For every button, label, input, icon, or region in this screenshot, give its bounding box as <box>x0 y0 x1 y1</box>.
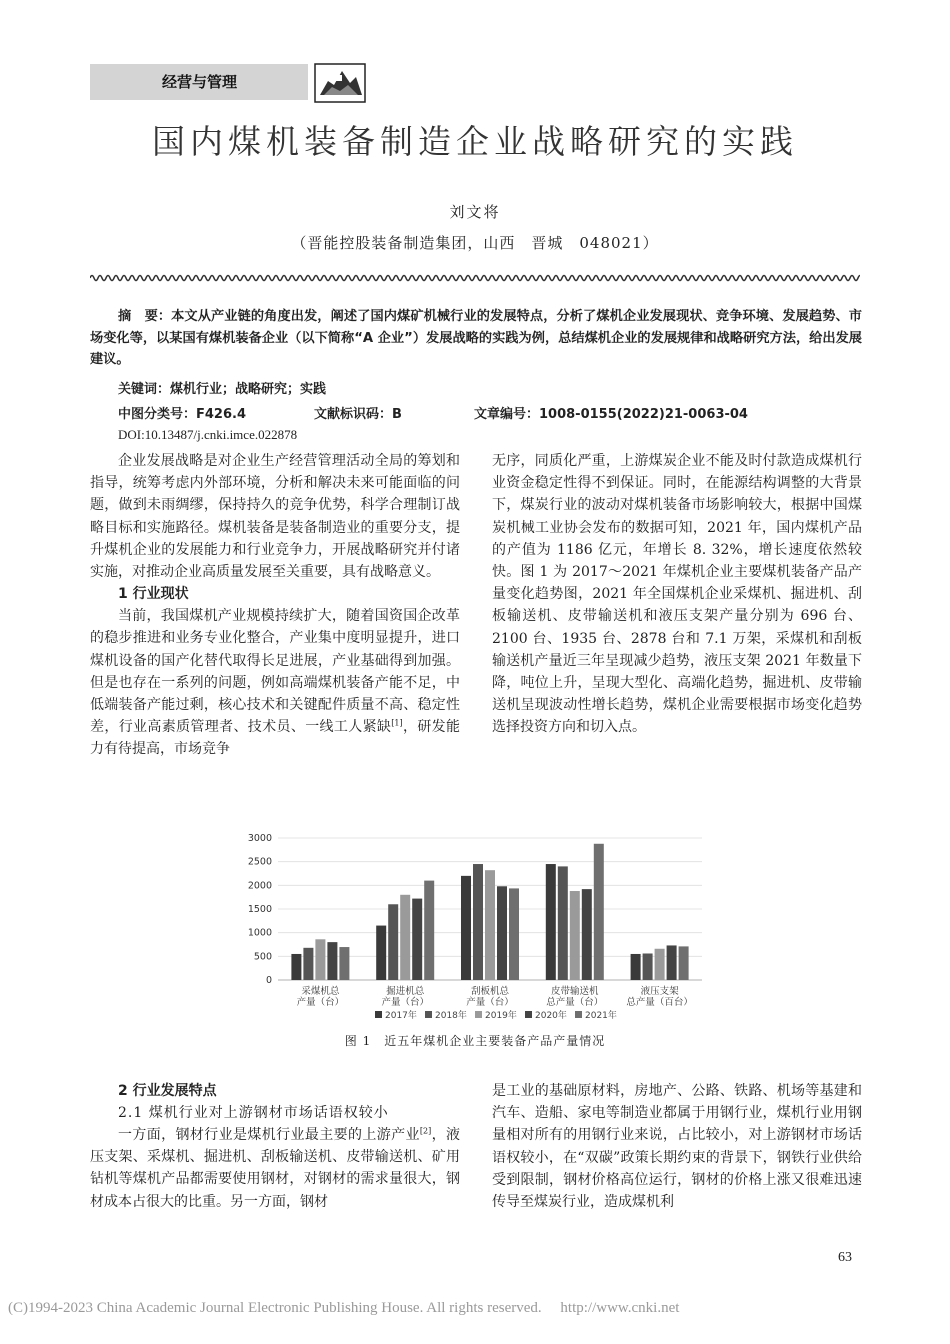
bar-2-2018年 <box>388 904 398 980</box>
bar-4-2018年 <box>558 866 568 980</box>
keywords: 关键词：煤机行业；战略研究；实践 <box>118 382 327 397</box>
status-text-end: ，研发能力有待提高，市场竞争 <box>90 719 461 758</box>
heading-industry-status: 1 行业现状 <box>118 586 189 603</box>
x-category-label: 总产量（台） <box>546 997 604 1008</box>
bar-4-2020年 <box>582 889 592 980</box>
bar-4-2017年 <box>546 864 556 980</box>
status-paragraph <box>90 605 460 760</box>
bar-1-2019年 <box>315 939 325 980</box>
bar-5-2018年 <box>643 953 653 980</box>
y-tick-label: 2000 <box>247 880 272 892</box>
legend-label: 2021年 <box>585 1011 617 1021</box>
wavy-divider <box>90 272 860 284</box>
legend-label: 2017年 <box>385 1011 417 1021</box>
x-category-label: 皮带输送机 <box>551 986 599 997</box>
production-bar-chart <box>240 830 710 1030</box>
journal-logo-icon <box>314 63 366 103</box>
bar-3-2019年 <box>485 870 495 980</box>
citation-2: [2] <box>419 1126 432 1136</box>
x-category-label: 液压支架 <box>640 986 679 997</box>
market-paragraph: 无序，同质化严重，上游煤炭企业不能及时付款造成煤机行业资金稳定性得不到保证。同时，在能源结构调整的大背景下，煤炭行业的波动对煤机装备市场影响较大，根据中国煤炭机械工业协会发布的数据可知，2021 年，国内煤机产品的产值为 1186 亿元，年增长 8. 32%，增长速度依然较快。图 1 为 2017～2021 年煤机企业主要煤机装备产品产量变化趋势图，2021 年全国煤机企业采煤机、掘进机、刮板输送机、皮带输送机和液压支架产量分别为 696 台、2100 台、1935 台、2878 台和 7.1 万架，采煤机和刮板输送机产量近三年呈现减少趋势，液压支架 2021 年数量下降，吨位上升，呈现大型化、高端化趋势，掘进机、皮带输送机呈现波动性增长趋势，煤机企业需要根据市场变化趋势选择投资方向和切入点。 <box>492 453 862 736</box>
affiliation: （晋能控股装备制造集团，山西 晋城 048021） <box>291 234 659 252</box>
bar-1-2021年 <box>339 947 349 980</box>
section2-left <box>90 1080 460 1213</box>
bar-1-2018年 <box>303 948 313 980</box>
status-text: 当前，我国煤机产业规模持续扩大，随着国资国企改革的稳步推进和业务专业化整合，产业集中度明显提升，进口煤机设备的国产化替代取得长足进展，产业基础得到加强。但是也存在一系列的问题，例如高端煤机装备产能不足，中低端装备产能过剩，核心技术和关键配件质量不高、稳定性差，行业高素质管理者、技术员、一线工人紧缺 <box>90 608 460 736</box>
right-column <box>492 450 862 739</box>
y-tick-label: 1500 <box>247 904 272 915</box>
article-title: 国内煤机装备制造企业战略研究的实践 <box>152 122 798 161</box>
bar-3-2021年 <box>509 888 519 980</box>
legend-label: 2018年 <box>435 1011 467 1021</box>
legend-swatch <box>525 1011 532 1018</box>
x-category-label: 产量（台） <box>381 997 429 1008</box>
bar-2-2020年 <box>412 899 422 980</box>
left-column <box>90 450 460 761</box>
bar-1-2020年 <box>327 942 337 980</box>
legend-swatch <box>425 1011 432 1018</box>
x-category-label: 总产量（百台） <box>626 997 693 1008</box>
heading-upstream-steel: 2.1 煤机行业对上游钢材市场话语权较小 <box>118 1105 389 1121</box>
bar-5-2017年 <box>631 954 641 980</box>
bar-2-2019年 <box>400 895 410 980</box>
section-label: 经营与管理 <box>90 64 308 100</box>
bar-5-2021年 <box>679 946 689 980</box>
bar-3-2020年 <box>497 886 507 980</box>
bar-3-2017年 <box>461 876 471 980</box>
abstract: 摘 要：本文从产业链的角度出发，阐述了国内煤矿机械行业的发展特点，分析了煤机企业发展现状、竞争环境、发展趋势、市场变化等，以某国有煤机装备企业（以下简称“A 企业”）发展战略的实践为例，总结煤机企业的发展规律和战略研究方法，给出发展建议。 <box>90 309 862 367</box>
doi: DOI:10.13487/j.cnki.imce.022878 <box>118 427 298 442</box>
legend-label: 2019年 <box>485 1011 517 1021</box>
steel-paragraph <box>90 1124 460 1213</box>
x-category-label: 产量（台） <box>466 997 514 1008</box>
bar-2-2021年 <box>424 881 434 980</box>
citation-1: [1] <box>391 718 403 728</box>
bar-5-2019年 <box>655 949 665 980</box>
article-number: 文章编号：1008-0155(2022)21-0063-04 <box>474 407 748 422</box>
x-category-label: 刮板机总 <box>470 986 510 997</box>
bar-4-2019年 <box>570 891 580 980</box>
page-number: 63 <box>838 1250 852 1265</box>
clc-number: 中图分类号：F426.4 <box>118 407 247 422</box>
figure-caption: 图 1 近五年煤机企业主要装备产品产量情况 <box>344 1034 606 1048</box>
x-category-label: 产量（台） <box>296 997 345 1008</box>
bar-2-2017年 <box>376 926 386 980</box>
x-category-label: 掘进机总 <box>386 986 425 997</box>
intro-paragraph: 企业发展战略是对企业生产经营管理活动全局的筹划和指导，统筹考虑内外部环境，分析和解决未来可能面临的问题，做到未雨绸缪，保持持久的竞争优势，科学合理制订战略目标和实施路径。煤机装备是装备制造业的重要分支，提升煤机企业的发展能力和行业竞争力，开展战略研究并付诸实施，对推动企业高质量发展至关重要，具有战略意义。 <box>90 453 460 581</box>
y-tick-label: 1000 <box>247 927 272 939</box>
document-code: 文献标识码：B <box>314 407 402 422</box>
copyright-notice: (C)1994-2023 China Academic Journal Electronic Publishing House. All rights reserved. http://www.cnki.net <box>8 1300 680 1316</box>
y-tick-label: 500 <box>253 951 272 963</box>
heading-industry-features: 2 行业发展特点 <box>118 1083 217 1099</box>
steel-paragraph-cont: 是工业的基础原材料，房地产、公路、铁路、机场等基建和汽车、造船、家电等制造业都属于用钢行业，煤机行业用钢量相对所有的用钢行业来说，占比较小，对上游钢材市场话语权较小，在“双碳”政策长期约束的背景下，钢铁行业供给受到限制，钢材价格高位运行，钢材的价格上涨又很难迅速传导至煤炭行业，造成煤机利 <box>492 1083 862 1211</box>
bar-4-2021年 <box>594 844 604 980</box>
author: 刘文将 <box>449 203 501 221</box>
y-tick-label: 3000 <box>247 833 272 844</box>
steel-text-a: 一方面，钢材行业是煤机行业最主要的上游产业 <box>118 1127 420 1143</box>
legend-label: 2020年 <box>535 1011 567 1021</box>
legend-swatch <box>575 1011 582 1018</box>
x-category-label: 采煤机总 <box>301 986 340 997</box>
bar-3-2018年 <box>473 864 483 980</box>
y-tick-label: 2500 <box>247 856 272 868</box>
bar-1-2017年 <box>291 954 301 980</box>
y-tick-label: 0 <box>265 975 272 986</box>
legend-swatch <box>375 1011 382 1018</box>
section2-right <box>492 1080 862 1213</box>
steel-text-b: ，液压支架、采煤机、掘进机、刮板输送机、皮带输送机、矿用钻机等煤机产品都需要使用钢材，对钢材的需求量很大，钢材成本占很大的比重。另一方面，钢材 <box>90 1127 461 1210</box>
legend-swatch <box>475 1011 482 1018</box>
bar-5-2020年 <box>667 945 677 980</box>
